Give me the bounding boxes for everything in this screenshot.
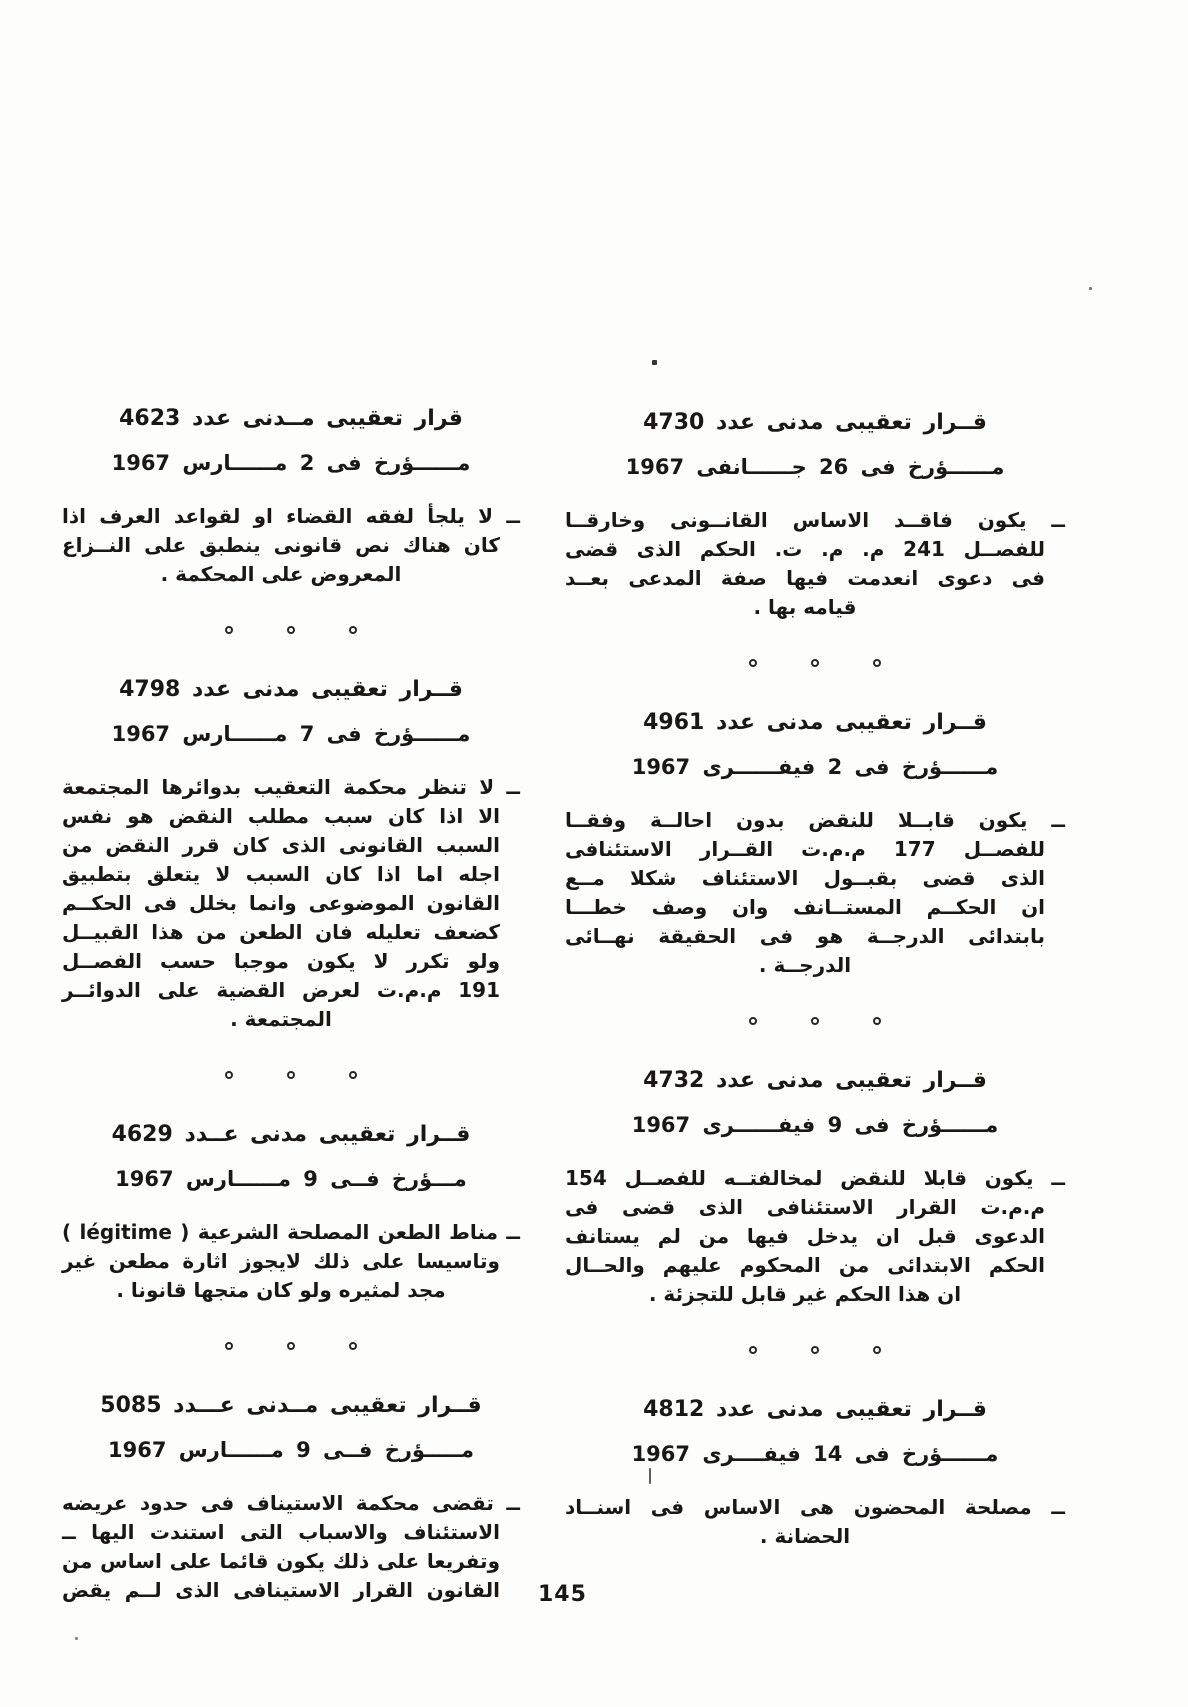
separator-dot xyxy=(873,659,881,667)
separator-dot xyxy=(811,1346,819,1354)
body-line: كضعف تعليله فان الطعن من هذا القبيــل xyxy=(62,920,500,944)
body-line: المعروض على المحكمة . xyxy=(160,562,402,586)
body-line: ــ مناط الطعن المصلحة الشرعية ( légitime ) xyxy=(62,1220,520,1244)
body-line: ــ لا تنظر محكمة التعقيب بدوائرها المجتمعة xyxy=(62,775,520,799)
body-line: وتاسيسا على ذلك لايجوز اثارة مطعن غير xyxy=(62,1249,500,1273)
decision-summary xyxy=(565,1493,1065,1551)
decision-date: مـــؤرخ فــى 9 مــــــارس 1967 xyxy=(115,1167,467,1191)
right-column xyxy=(565,0,1065,1551)
body-line: فى دعوى انعدمت فيها صفة المدعى بعــد xyxy=(565,566,1045,590)
decision-title: قــرار تعقيبى مدنى عدد 4798 xyxy=(119,677,463,702)
body-line: للفصــل 177 م.م.ت القــرار الاستئنافى xyxy=(565,837,1045,861)
body-line: ــ تقضى محكمة الاستيناف فى حدود عريضه xyxy=(62,1491,520,1515)
page-number: 145 xyxy=(538,1582,587,1607)
decision-date: مــــــؤرخ فى 9 فيفــــــرى 1967 xyxy=(631,1113,999,1137)
section-separator xyxy=(565,1344,1065,1356)
body-line: ان الحكــم المستــانف وان وصف خطـــا xyxy=(565,895,1045,919)
decision-date: مــــــؤرخ فى 7 مــــــارس 1967 xyxy=(111,722,471,746)
section-separator xyxy=(565,657,1065,669)
decision-title: قــرار تعقيبى مدنى عــدد 4629 xyxy=(111,1122,471,1147)
left-column xyxy=(62,0,520,1605)
scan-speck xyxy=(1089,287,1092,290)
scan-speck xyxy=(75,1637,78,1640)
separator-dot xyxy=(225,1342,233,1350)
scan-speck xyxy=(649,1468,651,1484)
body-line: السبب القانونى الذى كان قرر النقض من xyxy=(62,833,500,857)
decision-date: مــــــؤرخ فى 2 فيفــــــرى 1967 xyxy=(631,755,999,779)
decision-date: مــــــؤرخ فى 2 مــــــارس 1967 xyxy=(111,451,471,475)
body-line: ــ يكون فاقــد الاساس القانــونى وخارقــا xyxy=(565,508,1065,532)
body-line: المجتمعة . xyxy=(230,1007,332,1031)
body-line: ــ لا يلجأ لفقه القضاء او لقواعد العرف اذا xyxy=(62,504,520,528)
body-line: ــ يكون قابلا للنقض لمخالفتــه للفصــل 154 xyxy=(565,1166,1065,1190)
decision-summary xyxy=(565,1164,1065,1309)
body-line: بابتدائى الدرجــة هو فى الحقيقة نهــائى xyxy=(565,924,1045,948)
decision-summary xyxy=(62,1218,520,1305)
decision-date: مـــــؤرخ فــى 9 مــــــارس 1967 xyxy=(108,1438,474,1462)
separator-dot xyxy=(873,1017,881,1025)
decision-title: قــرار تعقيبى مدنى عدد 4961 xyxy=(643,710,987,735)
separator-dot xyxy=(811,659,819,667)
body-line: الذى قضى بقبــول الاستئناف شكلا مــع xyxy=(565,866,1045,890)
body-line: القانون الموضوعى وانما بخلل فى الحكــم xyxy=(62,891,500,915)
body-line: مجد لمثيره ولو كان متجها قانونا . xyxy=(116,1278,446,1302)
body-line: الحكم الابتدائى من المحكوم عليهم والحــال xyxy=(565,1253,1045,1277)
separator-dot xyxy=(749,1346,757,1354)
decision-summary xyxy=(62,773,520,1034)
separator-dot xyxy=(225,626,233,634)
body-line: م.م.ت القرار الاستئنافى الذى قضى فى xyxy=(565,1195,1045,1219)
body-line: الاستئناف والاسباب التى استندت اليها ــ xyxy=(62,1520,500,1544)
separator-dot xyxy=(287,1342,295,1350)
decision-title: قــرار تعقيبى مدنى عدد 4730 xyxy=(643,410,987,435)
body-line: ولو تكرر لا يكون موجبا حسب الفصــل xyxy=(62,949,500,973)
body-line: ــ مصلحة المحضون هى الاساس فى اسنــاد xyxy=(565,1495,1065,1519)
decision-title: قرار تعقيبى مــدنى عدد 4623 xyxy=(119,406,463,431)
decision-title: قــرار تعقيبى مــدنى عـــدد 5085 xyxy=(100,1393,482,1418)
separator-dot xyxy=(349,1071,357,1079)
separator-dot xyxy=(811,1017,819,1025)
separator-dot xyxy=(287,626,295,634)
section-separator xyxy=(565,1015,1065,1027)
section-separator xyxy=(62,1340,520,1352)
scan-speck xyxy=(652,360,657,365)
body-line: للفصــل 241 م. م. ت. الحكم الذى قضى xyxy=(565,537,1045,561)
section-separator xyxy=(62,1069,520,1081)
separator-dot xyxy=(287,1071,295,1079)
decision-summary xyxy=(62,502,520,589)
body-line: اجله اما اذا كان السبب لا يتعلق بتطبيق xyxy=(62,862,500,886)
decision-title: قــرار تعقيبى مدنى عدد 4732 xyxy=(643,1068,987,1093)
separator-dot xyxy=(225,1071,233,1079)
separator-dot xyxy=(749,1017,757,1025)
body-line: ــ يكون قابــلا للنقض بدون احالــة وفقــا xyxy=(565,808,1065,832)
decision-date: مــــــؤرخ فى 26 جــــــانفى 1967 xyxy=(625,455,1005,479)
separator-dot xyxy=(349,626,357,634)
decision-summary xyxy=(565,806,1065,980)
body-line: وتفريعا على ذلك يكون قائما على اساس من xyxy=(62,1549,500,1573)
separator-dot xyxy=(349,1342,357,1350)
decision-summary xyxy=(565,506,1065,622)
body-line: قيامه بها . xyxy=(753,595,857,619)
decision-summary xyxy=(62,1489,520,1605)
body-line: 191 م.م.ت لعرض القضية على الدوائــر xyxy=(62,978,500,1002)
body-line: ان هذا الحكم غير قابل للتجزئة . xyxy=(648,1282,962,1306)
separator-dot xyxy=(873,1346,881,1354)
section-separator xyxy=(62,624,520,636)
body-line: كان هناك نص قانونى ينطبق على النــزاع xyxy=(62,533,500,557)
body-line: القانون القرار الاستينافى الذى لــم يقض xyxy=(62,1578,500,1602)
body-line: الحضانة . xyxy=(759,1524,851,1548)
body-line: الا اذا كان سبب مطلب النقض هو نفس xyxy=(62,804,500,828)
decision-date: مــــــؤرخ فى 14 فيفــــرى 1967 xyxy=(631,1442,999,1466)
body-line: الدرجــة . xyxy=(758,953,852,977)
body-line: الدعوى قبل ان يدخل فيها من لم يستانف xyxy=(565,1224,1045,1248)
separator-dot xyxy=(749,659,757,667)
decision-title: قــرار تعقيبى مدنى عدد 4812 xyxy=(643,1397,987,1422)
